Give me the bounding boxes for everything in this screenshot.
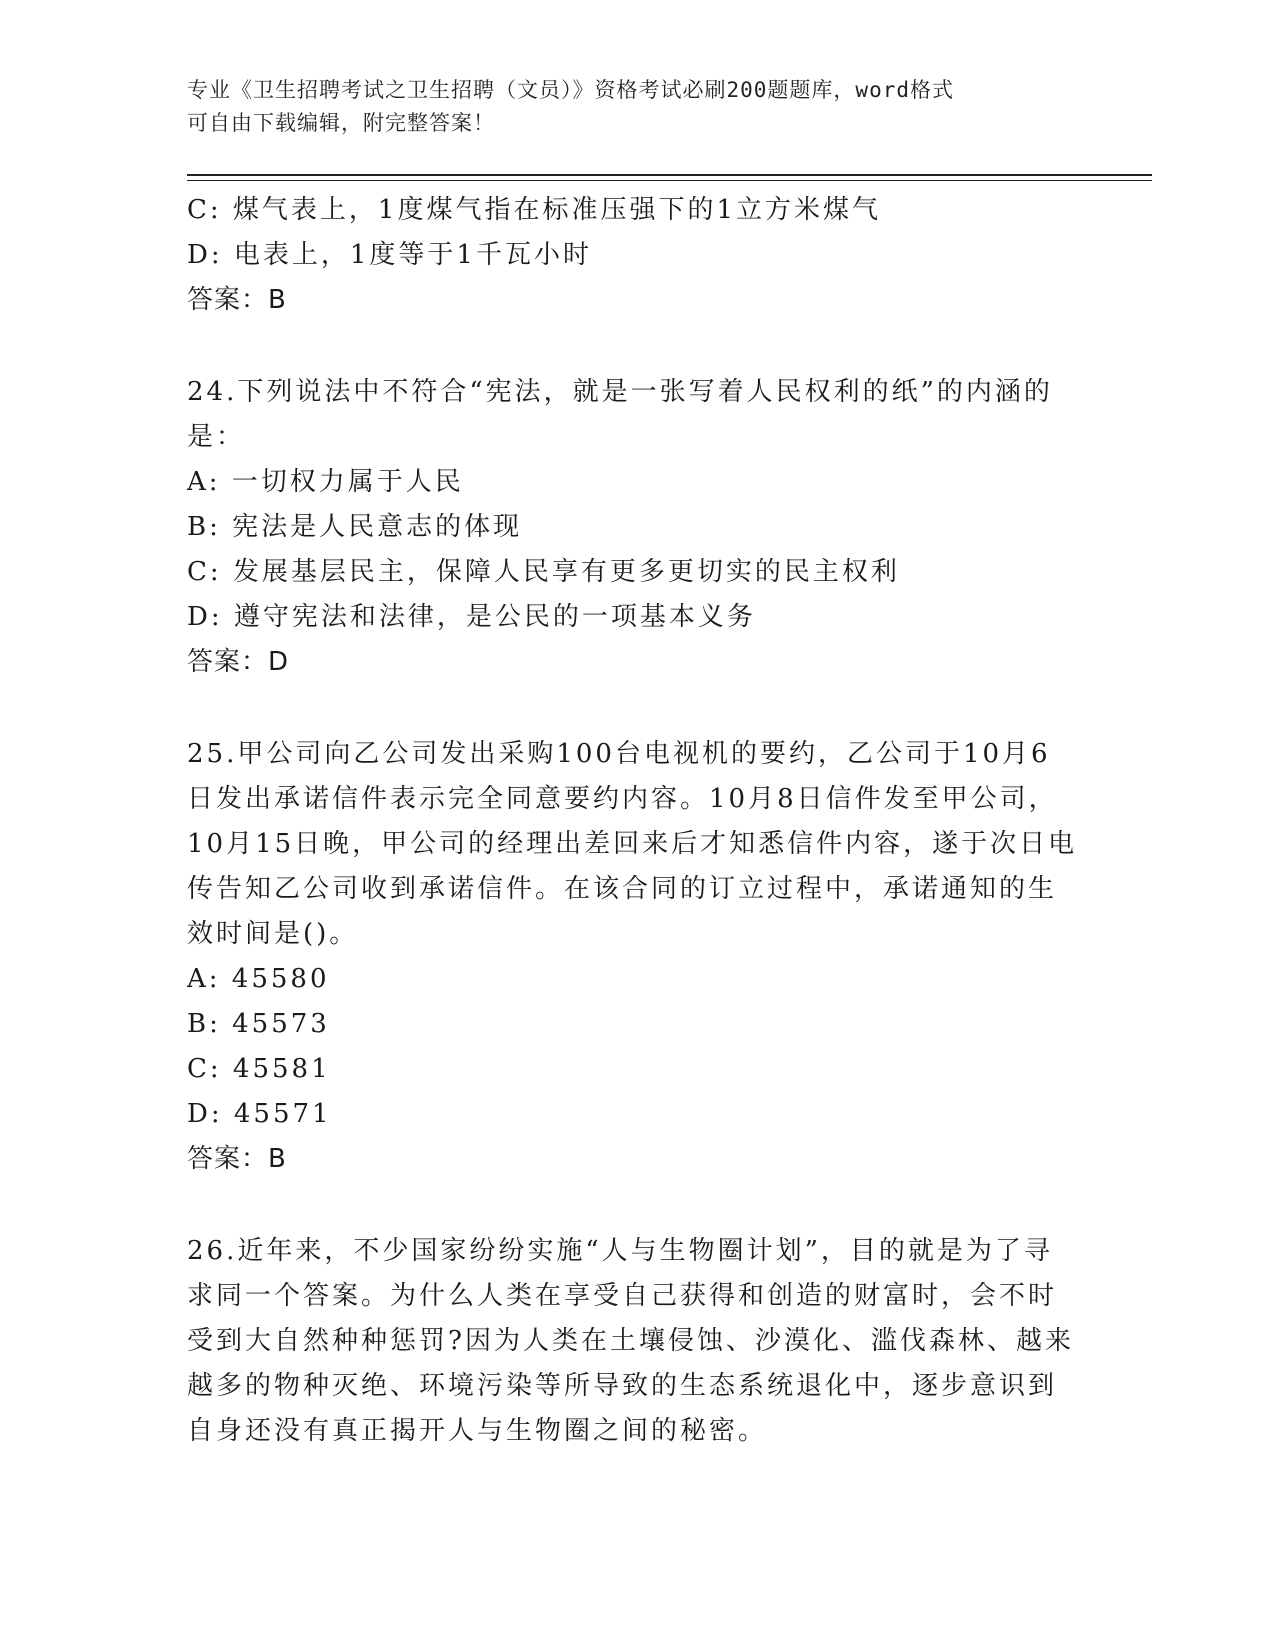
option-c: C: 45581 [187,1054,331,1084]
header-divider-thin [187,180,1152,181]
option-c: C: 发展基层民主，保障人民享有更多更切实的民主权利 [187,557,900,587]
option-b: B: 45573 [187,1009,330,1039]
question-text-line: 效时间是()。 [187,919,359,949]
answer-label: 答案：B [187,285,287,315]
question-list [187,188,1087,1454]
question-text-line: 25.甲公司向乙公司发出采购100台电视机的要约，乙公司于10月6 [187,739,1051,769]
question-text-line: 求同一个答案。为什么人类在享受自己获得和创造的财富时，会不时 [187,1281,1058,1311]
option-c: C: 煤气表上，1度煤气指在标准压强下的1立方米煤气 [187,195,882,225]
header-title-line-2: 可自由下载编辑，附完整答案！ [187,111,495,135]
question-text-line: 是： [187,422,246,452]
question-text-line: 传告知乙公司收到承诺信件。在该合同的订立过程中，承诺通知的生 [187,874,1058,904]
answer-label: 答案：D [187,647,290,677]
question-text-line: 26.近年来，不少国家纷纷实施“人与生物圈计划”，目的就是为了寻 [187,1236,1053,1266]
option-d: D: 电表上，1度等于1千瓦小时 [187,240,592,270]
question-text-line: 受到大自然种种惩罚?因为人类在土壤侵蚀、沙漠化、滥伐森林、越来 [187,1326,1074,1356]
page-header [187,74,1067,140]
question-text-line: 24.下列说法中不符合“宪法，就是一张写着人民权利的纸”的内涵的 [187,377,1053,407]
question-block-24 [187,370,1087,685]
option-d: D: 45571 [187,1099,332,1129]
header-divider [187,174,1152,176]
option-d: D: 遵守宪法和法律，是公民的一项基本义务 [187,602,756,632]
question-text-line: 越多的物种灭绝、环境污染等所导致的生态系统退化中，逐步意识到 [187,1371,1058,1401]
option-a: A: 45580 [187,964,330,994]
question-text-line: 日发出承诺信件表示完全同意要约内容。10月8日信件发至甲公司， [187,784,1058,814]
question-text-line: 10月15日晚，甲公司的经理出差回来后才知悉信件内容，遂于次日电 [187,829,1078,859]
header-title-line-1: 专业《卫生招聘考试之卫生招聘（文员）》资格考试必刷200题题库，word格式 [187,78,954,102]
question-text-line: 自身还没有真正揭开人与生物圈之间的秘密。 [187,1416,768,1446]
question-block-26 [187,1229,1087,1454]
answer-label: 答案：B [187,1144,287,1174]
question-block-25 [187,732,1087,1182]
option-a: A: 一切权力属于人民 [187,467,464,497]
option-b: B: 宪法是人民意志的体现 [187,512,523,542]
question-block-23 [187,188,1087,323]
